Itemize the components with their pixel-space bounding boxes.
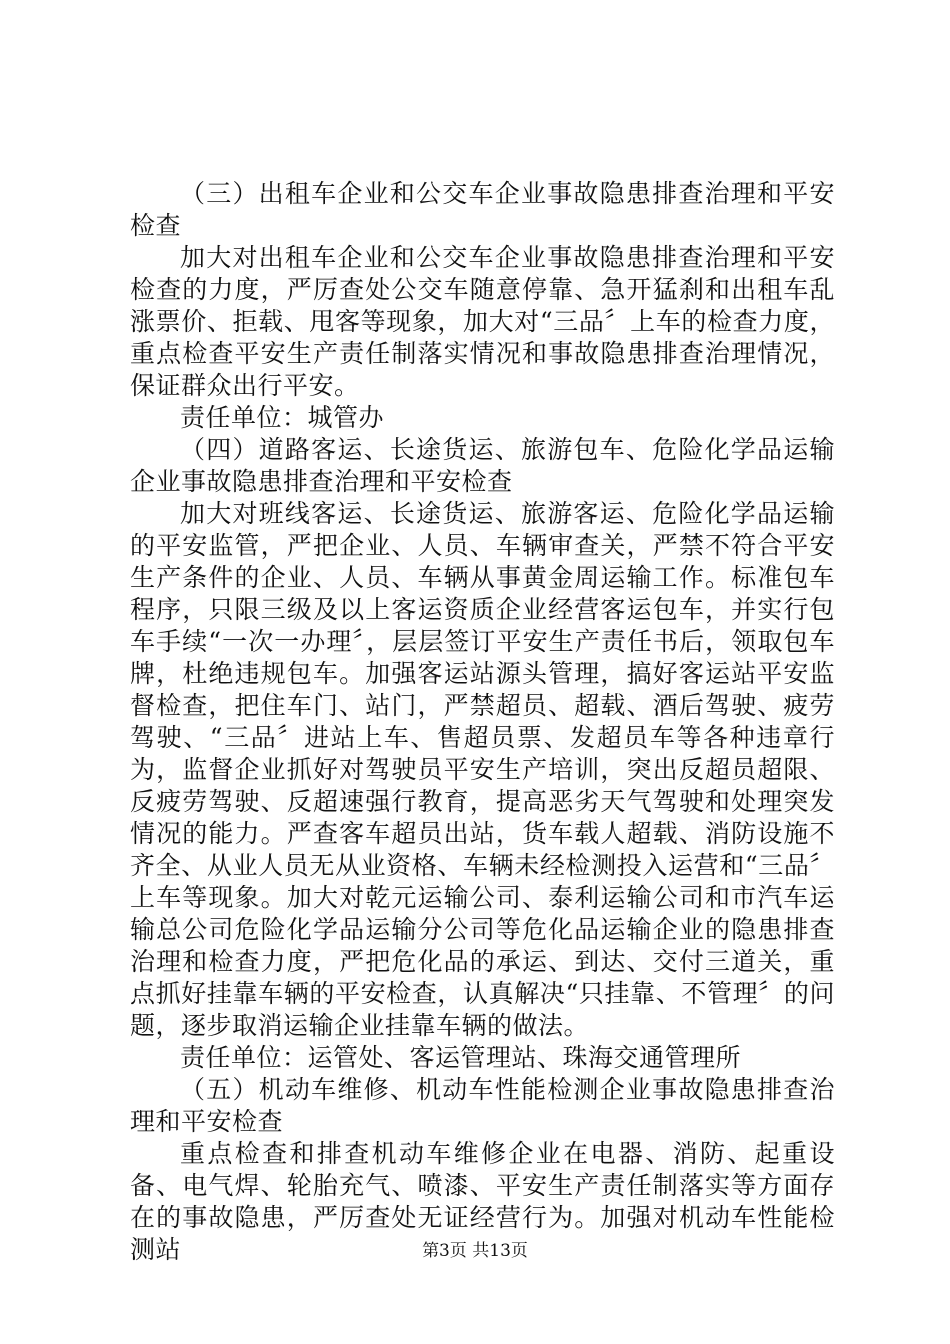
document-body [130,178,835,1266]
body-paragraph: 重点检查和排查机动车维修企业在电器、消防、起重设备、电气焊、轮胎充气、喷漆、平安生产责任制落实等方面存在的事故隐患，严厉查处无证经营行为。加强对机动车性能检测站 [130,1139,835,1264]
responsible-unit: 责任单位：运管处、客运管理站、珠海交通管理所 [180,1043,742,1072]
section-heading-3: （三）出租车企业和公交车企业事故隐患排查治理和平安检查 [130,179,835,240]
body-paragraph: 加大对班线客运、长途货运、旅游客运、危险化学品运输的平安监管，严把企业、人员、车辆审查关，严禁不符合平安生产条件的企业、人员、车辆从事黄金周运输工作。标准包车程序，只限三级及以上客运资质企业经营客运包车，并实行包车手续“一次一办理〞，层层签订平安生产责任书后，领取包车牌，杜绝违规包车。加强客运站源头管理，搞好客运站平安监督检查，把住车门、站门，严禁超员、超载、酒后驾驶、疲劳驾驶、“三品〞进站上车、售超员票、发超员车等各种违章行为，监督企业抓好对驾驶员平安生产培训，突出反超员超限、反疲劳驾驶、反超速强行教育，提高恶劣天气驾驶和处理突发情况的能力。严查客车超员出站，货车载人超载、消防设施不齐全、从业人员无从业资格、车辆未经检测投入运营和“三品〞上车等现象。加大对乾元运输公司、泰利运输公司和市汽车运输总公司危险化学品运输分公司等危化品运输企业的隐患排查治理和检查力度，严把危化品的承运、到达、交付三道关，重点抓好挂靠车辆的平安检查，认真解决“只挂靠、不管理〞的问题，逐步取消运输企业挂靠车辆的做法。 [130,499,835,1040]
responsible-unit: 责任单位：城管办 [180,403,385,432]
body-paragraph: 加大对出租车企业和公交车企业事故隐患排查治理和平安检查的力度，严厉查处公交车随意停靠、急开猛刹和出租车乱涨票价、拒载、甩客等现象，加大对“三品〞上车的检查力度，重点检查平安生产责任制落实情况和事故隐患排查治理情况，保证群众出行平安。 [130,243,835,400]
page-footer: 第3页 共13页 [422,1241,528,1261]
section-heading-5: （五）机动车维修、机动车性能检测企业事故隐患排查治理和平安检查 [130,1075,835,1136]
section-heading-4: （四）道路客运、长途货运、旅游包车、危险化学品运输企业事故隐患排查治理和平安检查 [130,435,835,496]
